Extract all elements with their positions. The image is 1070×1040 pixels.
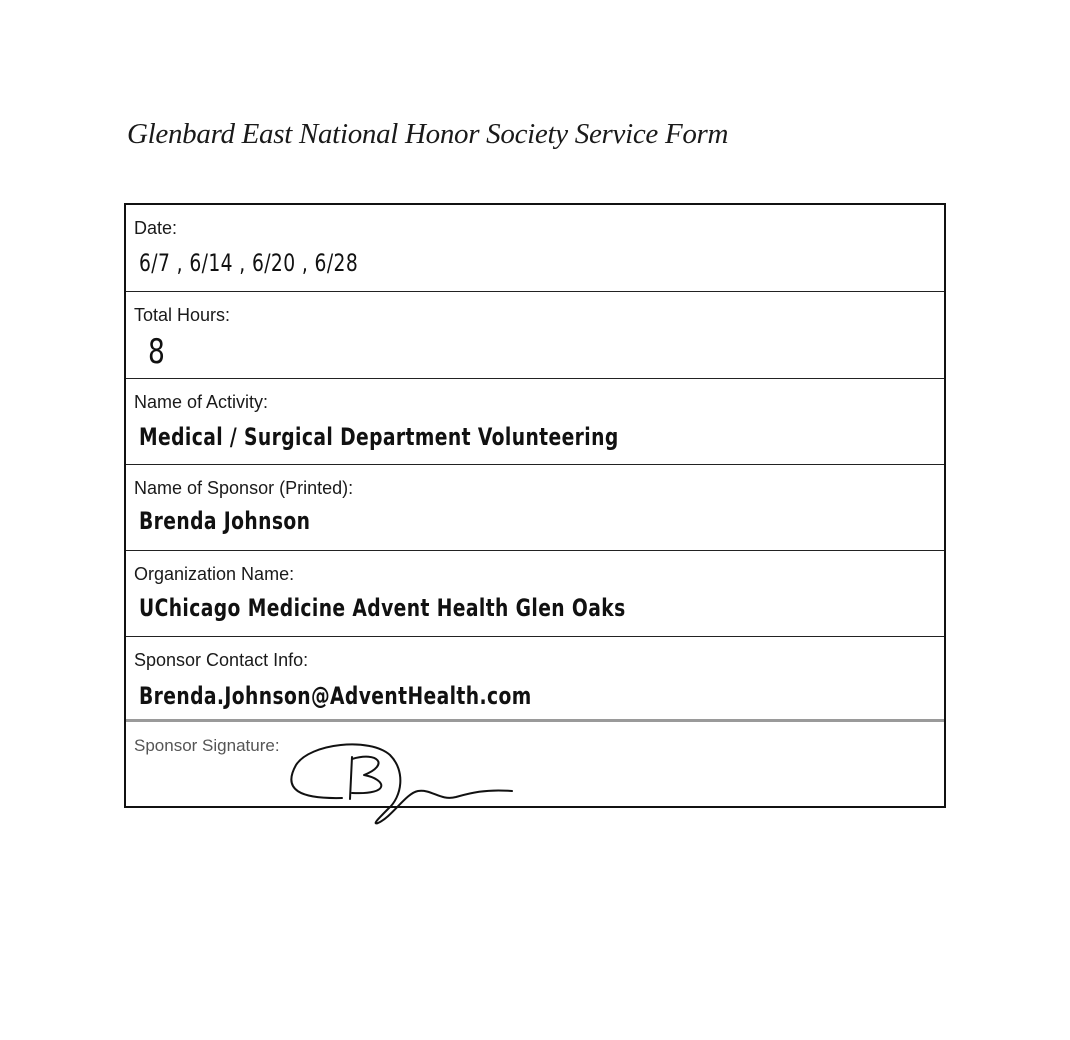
signature-row (126, 722, 944, 806)
activity-label: Name of Activity: (134, 392, 269, 412)
contact-info-row (126, 637, 944, 719)
activity-row (126, 379, 944, 465)
date-value[interactable]: 6/7 , 6/14 , 6/20 , 6/28 (139, 249, 359, 277)
contact-info-value[interactable]: Brenda.Johnson@AdventHealth.com (139, 682, 532, 710)
date-row (126, 205, 944, 292)
activity-value[interactable]: Medical / Surgical Department Volunteering (139, 423, 619, 451)
signature-label: Sponsor Signature: (134, 736, 280, 755)
sponsor-signature-drawing (280, 735, 520, 830)
organization-label: Organization Name: (134, 564, 295, 584)
organization-value[interactable]: UChicago Medicine Advent Health Glen Oaks (139, 594, 626, 622)
total-hours-row (126, 292, 944, 379)
contact-info-label: Sponsor Contact Info: (134, 650, 309, 670)
service-form-table (124, 203, 946, 808)
organization-row (126, 551, 944, 637)
date-label: Date: (134, 218, 178, 238)
sponsor-name-row (126, 465, 944, 551)
total-hours-value[interactable]: 8 (148, 332, 166, 372)
total-hours-label: Total Hours: (134, 305, 231, 325)
sponsor-name-label: Name of Sponsor (Printed): (134, 478, 354, 498)
form-title: Glenbard East National Honor Society Service Form (127, 118, 729, 150)
sponsor-name-value[interactable]: Brenda Johnson (139, 507, 311, 535)
